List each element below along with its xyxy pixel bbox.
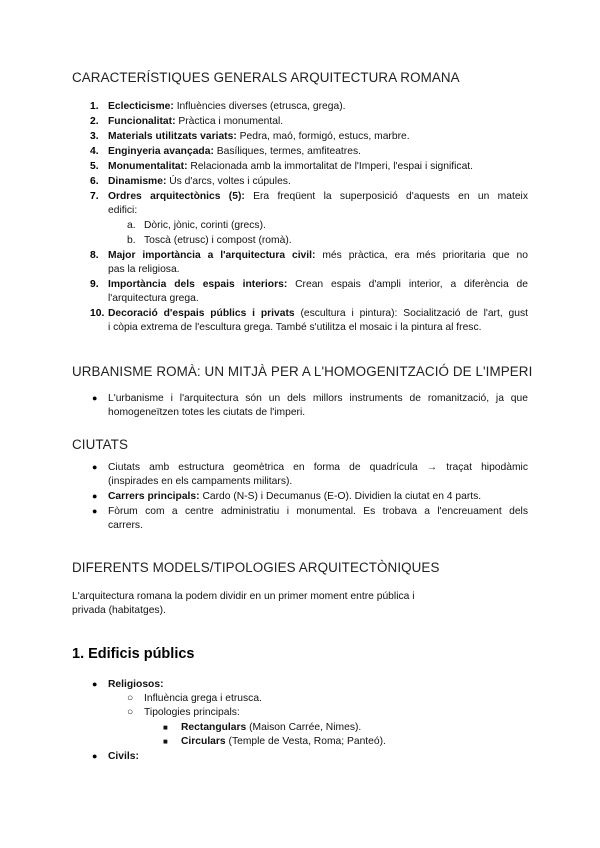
paragraph-continuation: privada (habitatges).	[72, 605, 166, 616]
paragraph: L'arquitectura romana la podem dividir en un primer moment entre pública i	[72, 591, 415, 602]
section-title-urbanisme: URBANISME ROMÀ: UN MITJÀ PER A L'HOMOGENITZACIÓ DE L'IMPERI	[72, 364, 533, 379]
sub-bullet-item: Tipologies principals:	[144, 707, 240, 718]
bullet-icon: ●	[92, 506, 98, 516]
list-item: Enginyeria avançada: Basíliques, termes, amfiteatres.	[108, 146, 361, 157]
list-number: 5.	[90, 161, 99, 172]
bullet-item: L'urbanisme i l'arquitectura són un dels millors instruments de romanització, ja que	[108, 393, 528, 404]
section-title-caracteristiques: CARACTERÍSTIQUES GENERALS ARQUITECTURA ROMANA	[72, 70, 460, 85]
list-item: Funcionalitat: Pràctica i monumental.	[108, 116, 284, 127]
bullet-item-religiosos: Religiosos:	[108, 679, 164, 690]
list-item: Major importància a l'arquitectura civil: més pràctica, era més prioritaria que no	[108, 250, 528, 261]
list-item-continuation: i còpia extrema de l'escultura grega. També s'utilitza el mosaic i la pintura al fresc.	[108, 322, 482, 333]
list-number: 2.	[90, 116, 99, 127]
sub-sub-bullet-item: Rectangulars (Maison Carrée, Nimes).	[181, 722, 362, 733]
circle-bullet-icon: ○	[127, 707, 134, 718]
heading-edificis-publics: 1. Edificis públics	[72, 646, 195, 662]
bullet-icon: ●	[92, 679, 98, 689]
square-bullet-icon: ■	[163, 723, 168, 732]
list-item: Importància dels espais interiors: Crean espais d'ampli interior, a diferència de	[108, 279, 528, 290]
section-title-models: DIFERENTS MODELS/TIPOLOGIES ARQUITECTÒNIQUES	[72, 560, 440, 575]
list-item-continuation: pas la religiosa.	[108, 264, 180, 275]
list-item-continuation: l'arquitectura grega.	[108, 293, 199, 304]
list-number: 6.	[90, 176, 99, 187]
sub-bullet-item: Influència grega i etrusca.	[144, 693, 262, 704]
sub-sub-bullet-item: Circulars (Temple de Vesta, Roma; Panteó).	[181, 736, 386, 747]
square-bullet-icon: ■	[163, 737, 168, 746]
list-number: 1.	[90, 101, 99, 112]
list-number: 3.	[90, 131, 99, 142]
list-number: 7.	[90, 191, 99, 202]
list-item: Monumentalitat: Relacionada amb la immortalitat de l'Imperi, l'espai i significat.	[108, 161, 474, 172]
circle-bullet-icon: ○	[127, 693, 134, 704]
list-item: Eclecticisme: Influències diverses (etrusca, grega).	[108, 101, 346, 112]
bullet-item-continuation: (inspirades en els campaments militars).	[108, 476, 293, 487]
list-item: Materials utilitzats variats: Pedra, maó, formigó, estucs, marbre.	[108, 131, 410, 142]
sub-item-marker: a.	[127, 220, 136, 231]
bullet-item: Carrers principals: Cardo (N-S) i Decumanus (E-O). Dividien la ciutat en 4 parts.	[108, 491, 482, 502]
section-title-ciutats: CIUTATS	[72, 437, 128, 452]
sub-item: Toscà (etrusc) i compost (romà).	[144, 235, 292, 246]
bullet-icon: ●	[92, 751, 98, 761]
list-item: Ordres arquitectònics (5): Era freqüent la superposició d'aquests en un mateix	[108, 191, 528, 202]
bullet-icon: ●	[92, 462, 98, 472]
list-number: 9.	[90, 279, 99, 290]
bullet-item-continuation: homogeneïtzen totes les ciutats de l'imperi.	[108, 407, 306, 418]
list-item: Decoració d'espais públics i privats (escultura i pintura): Socialització de l'art, gust	[108, 308, 529, 319]
bullet-item: Fòrum com a centre administratiu i monumental. Es trobava a l'encreuament dels	[108, 506, 528, 517]
list-number: 10.	[90, 308, 105, 319]
list-item-continuation: edifici:	[108, 205, 138, 216]
bullet-item-continuation: carrers.	[108, 520, 143, 531]
bullet-icon: ●	[92, 491, 98, 501]
list-number: 8.	[90, 250, 99, 261]
bullet-icon: ●	[92, 393, 98, 403]
sub-item: Dòric, jònic, corinti (grecs).	[144, 220, 266, 231]
list-number: 4.	[90, 146, 99, 157]
sub-item-marker: b.	[127, 235, 136, 246]
bullet-item-civils: Civils:	[108, 751, 139, 762]
bullet-item: Ciutats amb estructura geomètrica en forma de quadrícula → traçat hipodàmic	[108, 462, 528, 473]
list-item: Dinamisme: Ús d'arcs, voltes i cúpules.	[108, 176, 291, 187]
